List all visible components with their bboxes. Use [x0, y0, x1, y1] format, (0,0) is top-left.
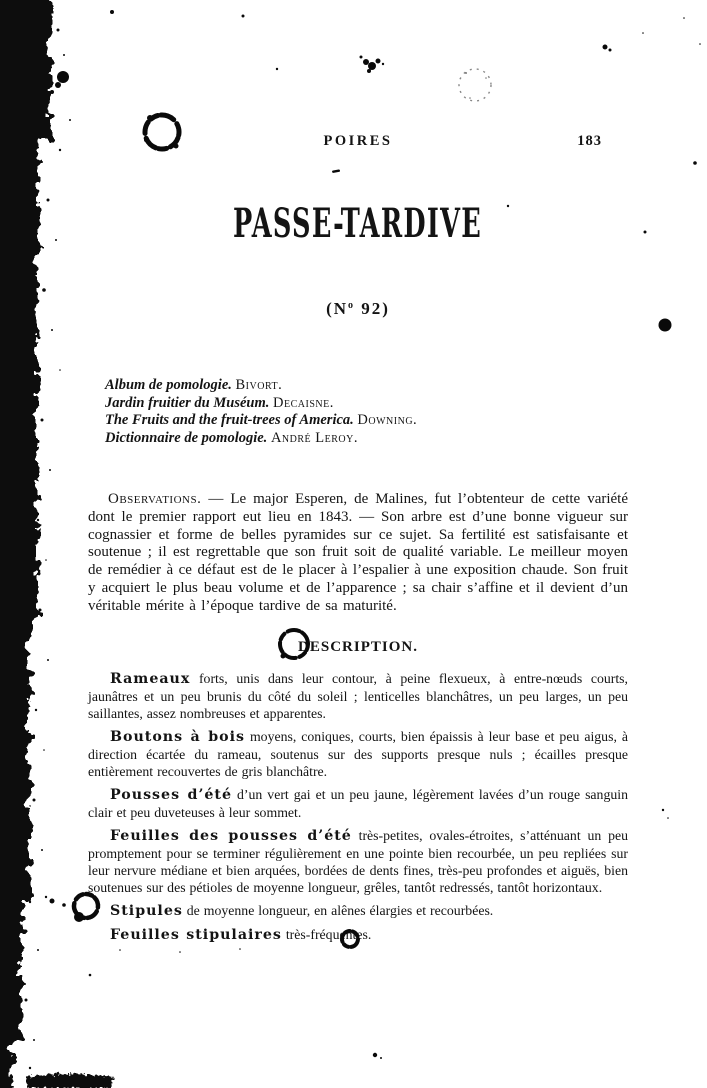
bibliography-work: Album de pomologie. [105, 377, 232, 393]
paragraph-text: moyens, coniques, courts, bien épaissis à leur base et peu aigus, à direction écartée du rameau, soutenus sur des supports presque nuls ; écailles presque entièrement recouvertes de gris blanchâtre. [88, 728, 628, 779]
observations-label: Observations. [108, 491, 202, 507]
description-paragraph-stipules [88, 902, 628, 920]
paragraph-lead: Rameaux [110, 670, 191, 687]
bibliography-list [88, 377, 628, 447]
description-paragraph-boutons [88, 728, 628, 780]
paragraph-lead: Feuilles des pousses d’été [110, 827, 352, 844]
bibliography-entry [105, 412, 628, 430]
description-paragraph-feuilles [88, 827, 628, 896]
running-header-title: POIRES [323, 133, 393, 149]
bibliography-author: Bivort. [235, 377, 283, 393]
observations-paragraph [88, 491, 628, 616]
bibliography-entry [105, 377, 628, 395]
description-paragraph-rameaux [88, 670, 628, 722]
paragraph-text: très-fréquentes. [281, 926, 372, 942]
paragraph-lead: Boutons à bois [110, 728, 245, 745]
description-paragraph-stipulaires [88, 926, 628, 944]
bibliography-author: André Leroy. [270, 429, 358, 446]
bibliography-work: Jardin fruitier du Muséum. [105, 394, 270, 411]
page-content [88, 0, 628, 944]
page-number: 183 [577, 133, 602, 149]
description-heading: DESCRIPTION. [298, 638, 418, 655]
paragraph-text: très-petites, ovales-étroites, s’atténuant un peu promptement pour se terminer régulièrement en une pointe bien recourbée, un peu repliées sur leur nervure médiane et bien arquées, bordées de dents fines, très-peu profondes et aiguës, bien soutenues sur des pétioles de moyenne longueur, grêles, tantôt redressés, tantôt horizontaux. [88, 827, 628, 895]
bibliography-entry [105, 430, 628, 448]
paragraph-text: forts, unis dans leur contour, à peine flexueux, à entre-nœuds courts, jaunâtres et un peu brunis du côté du soleil ; lenticelles blanchâtres, un peu larges, un peu saillantes, assez nombreuses et apparentes. [88, 670, 628, 721]
paragraph-lead: Feuilles stipulaires [110, 926, 282, 943]
description-paragraph-pousses [88, 786, 628, 821]
bibliography-author: Decaisne. [273, 394, 334, 411]
variety-number-value: 92) [355, 299, 390, 318]
paragraph-lead: Pousses d’été [110, 786, 233, 803]
paragraph-lead: Stipules [110, 902, 183, 919]
observations-text: — Le major Esperen, de Malines, fut l’obtenteur de cette variété dont le premier rapport eut lieu en 1843. — Son arbre est d’une bonne vigueur sur cognassier et forme de belles pyramides sur ce sujet. Sa fertilité est satisfaisante et soutenue ; il est regrettable que son fruit soit de qualité variable. Le meilleur moyen de remédier à ce défaut est de le placer à l’espalier à une exposition chaude. Son fruit y acquiert le plus beau volume et de l’apparence ; sa chair s’affine et il devient d’un véritable mérite à l’époque tardive de sa maturité. [88, 491, 628, 614]
edge-specks [25, 29, 72, 1070]
bibliography-work: Dictionnaire de pomologie. [105, 429, 268, 446]
variety-title-text: PASSE-TARDIVE [233, 200, 483, 247]
running-header [88, 132, 628, 150]
paragraph-text: d’un vert gai et un peu jaune, légèrement lavées d’un rouge sanguin clair et peu duveteuses à leur sommet. [88, 786, 628, 820]
variety-number [88, 296, 628, 319]
bibliography-author: Downing. [357, 412, 418, 428]
paragraph-text: de moyenne longueur, en alênes élargies et recourbées. [182, 902, 494, 918]
variety-number-prefix: (N [326, 299, 349, 318]
bibliography-work: The Fruits and the fruit-trees of America. [105, 412, 354, 428]
variety-title [88, 200, 628, 247]
variety-number-ordinal: o [348, 300, 356, 311]
bibliography-entry [105, 395, 628, 413]
